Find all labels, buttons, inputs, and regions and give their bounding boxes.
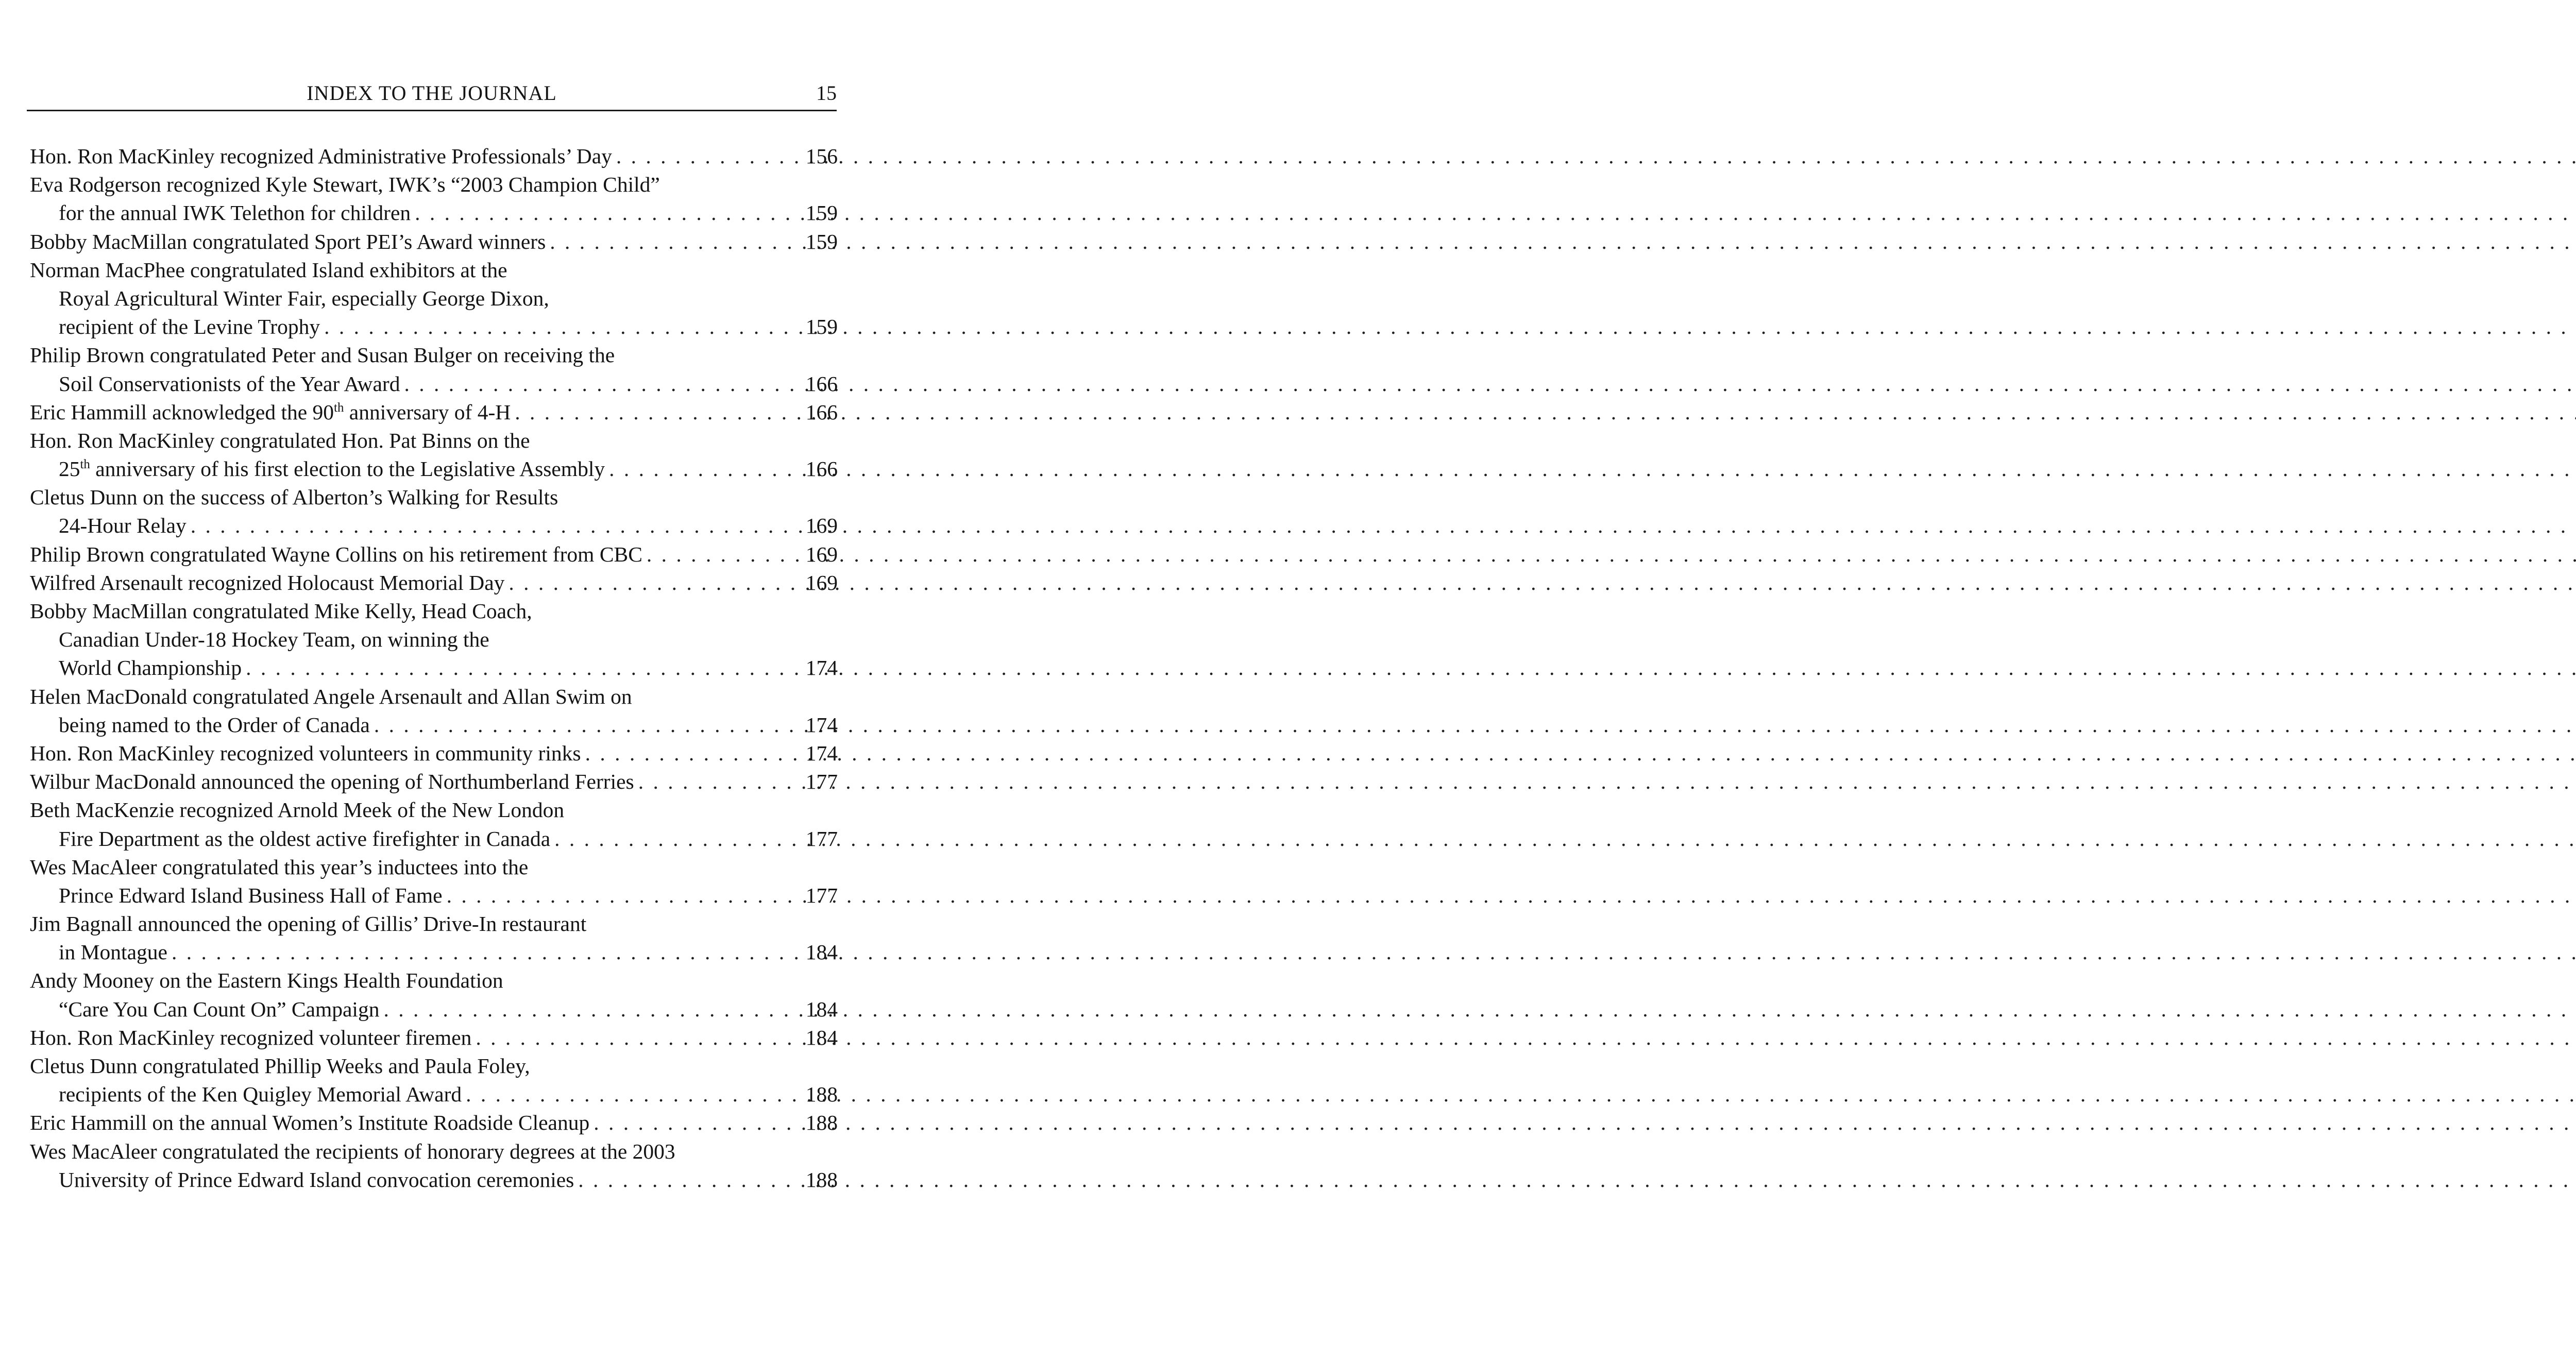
entry-text: Wes MacAleer congratulated this year’s inductees into the bbox=[30, 855, 529, 879]
entry-page-number: 169 bbox=[805, 542, 838, 566]
dot-leader bbox=[400, 370, 802, 398]
page-header bbox=[27, 80, 837, 111]
entry-line bbox=[30, 853, 838, 881]
index-entry bbox=[30, 427, 838, 483]
header-title: INDEX TO THE JOURNAL bbox=[307, 81, 557, 105]
entry-continuation-line bbox=[30, 455, 838, 483]
entry-page-number: 174 bbox=[805, 712, 838, 737]
entry-continuation-line bbox=[30, 881, 838, 910]
dot-leader bbox=[462, 1080, 802, 1109]
entry-page-number: 177 bbox=[805, 770, 838, 794]
dot-leader bbox=[605, 455, 802, 483]
entry-line bbox=[30, 398, 838, 427]
entry-page-number: 177 bbox=[805, 826, 838, 851]
entry-text: in Montague bbox=[59, 940, 167, 964]
index-entry bbox=[30, 341, 838, 398]
entry-line bbox=[30, 683, 838, 711]
dot-leader bbox=[242, 654, 802, 682]
entry-text: Hon. Ron MacKinley congratulated Hon. Pat Binns on the bbox=[30, 428, 530, 452]
entry-text: Royal Agricultural Winter Fair, especially George Dixon, bbox=[59, 286, 549, 310]
index-entry bbox=[30, 1024, 838, 1052]
entry-text: Wilbur MacDonald announced the opening of Northumberland Ferries bbox=[30, 770, 634, 794]
entry-continuation-line bbox=[30, 825, 838, 853]
entry-line bbox=[30, 1109, 838, 1137]
entry-text: Bobby MacMillan congratulated Mike Kelly, Head Coach, bbox=[30, 599, 532, 623]
entry-text: Soil Conservationists of the Year Award bbox=[59, 371, 400, 396]
entry-line bbox=[30, 142, 838, 171]
entry-page-number: 169 bbox=[805, 514, 838, 538]
entry-text: Eva Rodgerson recognized Kyle Stewart, IWK’s “2003 Champion Child” bbox=[30, 173, 660, 197]
dot-leader bbox=[443, 881, 802, 910]
entry-text: Fire Department as the oldest active firefighter in Canada bbox=[59, 826, 551, 851]
entry-page-number: 184 bbox=[805, 1025, 838, 1049]
index-entry bbox=[30, 739, 838, 768]
entry-text: Philip Brown congratulated Wayne Collins on his retirement from CBC bbox=[30, 542, 642, 566]
entry-page-number: 188 bbox=[805, 1111, 838, 1135]
dot-leader bbox=[320, 313, 802, 341]
entry-continuation-line bbox=[30, 313, 838, 341]
entry-line bbox=[30, 228, 838, 256]
entry-page-number: 177 bbox=[805, 883, 838, 907]
entry-line bbox=[30, 597, 838, 625]
entry-text: 24-Hour Relay bbox=[59, 514, 187, 538]
entry-text: Prince Edward Island Business Hall of Fame bbox=[59, 883, 443, 907]
entry-continuation-line bbox=[30, 284, 838, 313]
entry-text: Cletus Dunn on the success of Alberton’s Walking for Results bbox=[30, 485, 558, 509]
index-entry bbox=[30, 569, 838, 597]
entry-page-number: 166 bbox=[805, 371, 838, 396]
entry-continuation-line bbox=[30, 654, 838, 682]
entry-text: Philip Brown congratulated Peter and Susan Bulger on receiving the bbox=[30, 343, 615, 367]
entry-page-number: 156 bbox=[805, 144, 838, 168]
dot-leader bbox=[550, 825, 802, 853]
index-entry bbox=[30, 597, 838, 683]
dot-leader bbox=[589, 1109, 802, 1137]
entry-line bbox=[30, 427, 838, 455]
entry-line bbox=[30, 569, 838, 597]
dot-leader bbox=[167, 938, 802, 966]
entry-text: Wes MacAleer congratulated the recipients of honorary degrees at the 2003 bbox=[30, 1139, 675, 1163]
dot-leader bbox=[471, 1024, 802, 1052]
entry-line bbox=[30, 739, 838, 768]
entry-text: recipient of the Levine Trophy bbox=[59, 315, 320, 339]
entry-continuation-line bbox=[30, 1080, 838, 1109]
index-entry bbox=[30, 228, 838, 256]
entry-page-number: 159 bbox=[805, 315, 838, 339]
entry-text: Hon. Ron MacKinley recognized volunteer firemen bbox=[30, 1025, 472, 1049]
entry-page-number: 159 bbox=[805, 201, 838, 225]
entry-continuation-line bbox=[30, 1166, 838, 1194]
entry-text: Beth MacKenzie recognized Arnold Meek of the New London bbox=[30, 798, 565, 822]
entry-line bbox=[30, 768, 838, 796]
dot-leader bbox=[642, 540, 802, 569]
entry-text: Canadian Under-18 Hockey Team, on winning the bbox=[59, 627, 489, 652]
entry-continuation-line bbox=[30, 711, 838, 739]
index-entry bbox=[30, 796, 838, 853]
dot-leader bbox=[581, 739, 802, 768]
entry-text: Cletus Dunn congratulated Phillip Weeks and Paula Foley, bbox=[30, 1054, 530, 1078]
dot-leader bbox=[546, 228, 802, 256]
entry-page-number: 159 bbox=[805, 229, 838, 253]
entry-line bbox=[30, 1137, 838, 1166]
entry-line bbox=[30, 910, 838, 938]
entry-text: World Championship bbox=[59, 656, 242, 680]
index-entry bbox=[30, 1109, 838, 1137]
dot-leader bbox=[511, 398, 802, 427]
entry-line bbox=[30, 966, 838, 995]
entry-continuation-line bbox=[30, 625, 838, 654]
index-entry bbox=[30, 768, 838, 796]
index-entry bbox=[30, 142, 838, 171]
entry-text: for the annual IWK Telethon for children bbox=[59, 201, 411, 225]
index-entry bbox=[30, 483, 838, 540]
entry-text: Hon. Ron MacKinley recognized Administrative Professionals’ Day bbox=[30, 144, 612, 168]
entry-continuation-line bbox=[30, 199, 838, 227]
dot-leader bbox=[504, 569, 802, 597]
entry-text: University of Prince Edward Island convocation ceremonies bbox=[59, 1167, 574, 1192]
entry-text: Norman MacPhee congratulated Island exhibitors at the bbox=[30, 258, 507, 282]
entry-line bbox=[30, 341, 838, 369]
journal-index-page bbox=[0, 0, 895, 1359]
entry-text: Jim Bagnall announced the opening of Gillis’ Drive-In restaurant bbox=[30, 912, 587, 936]
entry-continuation-line bbox=[30, 995, 838, 1024]
dot-leader bbox=[187, 512, 802, 540]
entry-page-number: 166 bbox=[805, 457, 838, 481]
entry-text: “Care You Can Count On” Campaign bbox=[59, 997, 380, 1021]
entry-line bbox=[30, 796, 838, 824]
dot-leader bbox=[379, 995, 802, 1024]
entry-continuation-line bbox=[30, 512, 838, 540]
entry-page-number: 188 bbox=[805, 1167, 838, 1192]
entry-text: Bobby MacMillan congratulated Sport PEI’s Award winners bbox=[30, 229, 546, 253]
entry-text: Eric Hammill on the annual Women’s Institute Roadside Cleanup bbox=[30, 1111, 590, 1135]
entry-page-number: 184 bbox=[805, 940, 838, 964]
entry-text: Wilfred Arsenault recognized Holocaust Memorial Day bbox=[30, 570, 505, 594]
entry-line bbox=[30, 1024, 838, 1052]
entry-continuation-line bbox=[30, 370, 838, 398]
entry-text: recipients of the Ken Quigley Memorial Award bbox=[59, 1082, 462, 1107]
entry-text: Helen MacDonald congratulated Angele Arsenault and Allan Swim on bbox=[30, 684, 632, 708]
entry-text: being named to the Order of Canada bbox=[59, 712, 370, 737]
index-entry bbox=[30, 256, 838, 342]
index-entries bbox=[30, 142, 838, 1194]
index-entry bbox=[30, 853, 838, 910]
entry-text: Eric Hammill acknowledged the 90th anniversary of 4-H bbox=[30, 400, 511, 424]
index-entry bbox=[30, 171, 838, 227]
entry-line bbox=[30, 256, 838, 284]
entry-line bbox=[30, 171, 838, 199]
entry-text: Hon. Ron MacKinley recognized volunteers in community rinks bbox=[30, 741, 581, 765]
dot-leader bbox=[634, 768, 802, 796]
index-entry bbox=[30, 398, 838, 427]
index-entry bbox=[30, 910, 838, 966]
entry-page-number: 174 bbox=[805, 656, 838, 680]
index-entry bbox=[30, 1137, 838, 1194]
entry-page-number: 169 bbox=[805, 570, 838, 594]
index-entry bbox=[30, 683, 838, 739]
dot-leader bbox=[612, 142, 802, 171]
entry-line bbox=[30, 540, 838, 569]
index-entry bbox=[30, 1052, 838, 1109]
entry-page-number: 184 bbox=[805, 997, 838, 1021]
entry-page-number: 188 bbox=[805, 1082, 838, 1107]
index-entry bbox=[30, 966, 838, 1023]
dot-leader bbox=[411, 199, 802, 227]
entry-line bbox=[30, 483, 838, 512]
index-entry bbox=[30, 540, 838, 569]
entry-line bbox=[30, 1052, 838, 1080]
dot-leader bbox=[370, 711, 802, 739]
entry-page-number: 166 bbox=[805, 400, 838, 424]
entry-text: Andy Mooney on the Eastern Kings Health Foundation bbox=[30, 969, 503, 993]
entry-continuation-line bbox=[30, 938, 838, 966]
entry-page-number: 174 bbox=[805, 741, 838, 765]
dot-leader bbox=[574, 1166, 802, 1194]
header-page-number: 15 bbox=[816, 81, 837, 105]
entry-text: 25th anniversary of his first election to the Legislative Assembly bbox=[59, 457, 605, 481]
